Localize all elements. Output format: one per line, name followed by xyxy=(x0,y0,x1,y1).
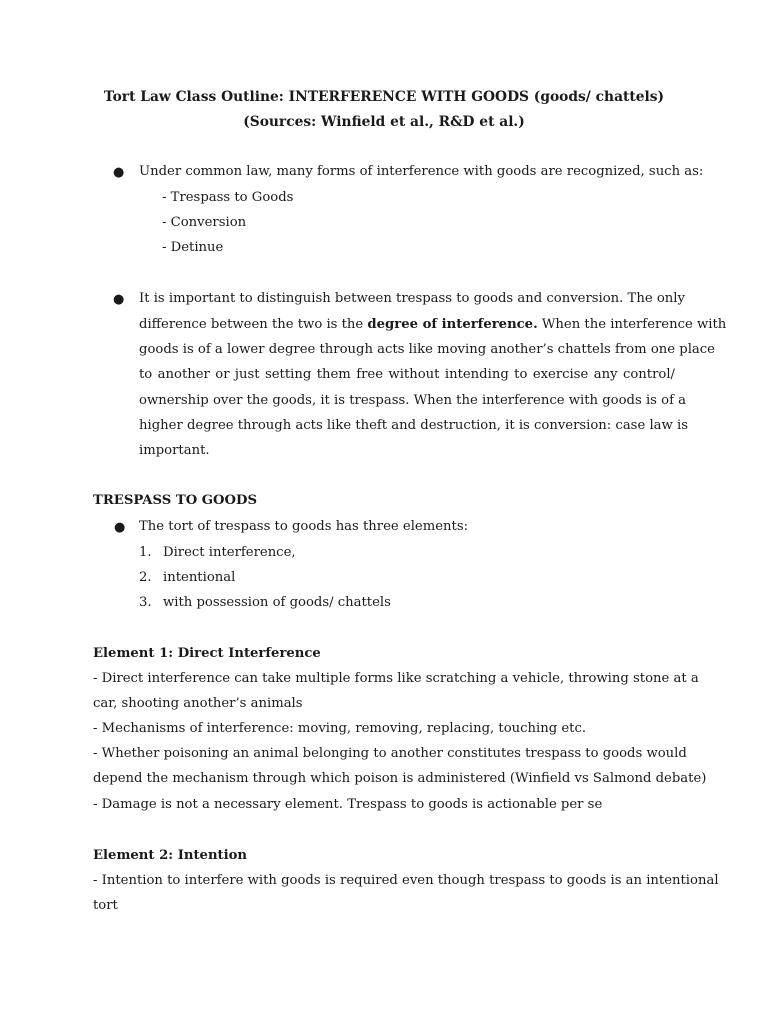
bullet-icon: ● xyxy=(113,165,125,180)
paragraph-line: - Intention to interfere with goods is required even though trespass to goods is an intentional xyxy=(93,873,719,888)
list-item: with possession of goods/ chattels xyxy=(163,595,391,610)
paragraph-line: - Whether poisoning an animal belonging to another constitutes trespass to goods would xyxy=(93,746,687,761)
list-number: 2. xyxy=(139,570,152,585)
bullet-icon: ● xyxy=(113,292,125,307)
list-item: intentional xyxy=(163,570,236,585)
section-heading-element1: Element 1: Direct Interference xyxy=(93,646,321,661)
paragraph-line: - Damage is not a necessary element. Trespass to goods is actionable per se xyxy=(93,797,603,812)
paragraph-line: - Direct interference can take multiple forms like scratching a vehicle, throwing stone at a xyxy=(93,671,699,686)
paragraph-line: to another or just setting them free without intending to exercise any control/ xyxy=(139,367,675,382)
list-item: - Conversion xyxy=(162,215,247,230)
paragraph-line: It is important to distinguish between trespass to goods and conversion. The only xyxy=(139,291,685,306)
bullet-icon: ● xyxy=(114,520,126,535)
paragraph-line: - Mechanisms of interference: moving, removing, replacing, touching etc. xyxy=(93,721,587,736)
paragraph-line: important. xyxy=(139,443,210,458)
trespass-intro: The tort of trespass to goods has three elements: xyxy=(139,519,469,534)
paragraph-line: difference between the two is the degree of interference. When the interference with xyxy=(139,317,727,332)
bullet1-intro: Under common law, many forms of interference with goods are recognized, such as: xyxy=(139,164,704,179)
paragraph-line: ownership over the goods, it is trespass. When the interference with goods is of a xyxy=(139,393,686,408)
section-heading-trespass: TRESPASS TO GOODS xyxy=(93,493,257,508)
document-sources: (Sources: Winfield et al., R&D et al.) xyxy=(243,114,525,130)
paragraph-line: tort xyxy=(93,898,118,913)
paragraph-line: depend the mechanism through which poison is administered (Winfield vs Salmond debate) xyxy=(93,771,707,786)
list-number: 3. xyxy=(139,595,152,610)
list-number: 1. xyxy=(139,545,152,560)
paragraph-line: car, shooting another’s animals xyxy=(93,696,303,711)
paragraph-line: higher degree through acts like theft and destruction, it is conversion: case law is xyxy=(139,418,688,433)
list-item: - Trespass to Goods xyxy=(162,190,294,205)
paragraph-line: goods is of a lower degree through acts like moving another’s chattels from one place xyxy=(139,342,715,357)
emphasis-degree-of-interference: degree of interference. xyxy=(367,317,538,332)
document-title: Tort Law Class Outline: INTERFERENCE WITH GOODS (goods/ chattels) xyxy=(103,89,665,105)
list-item: - Detinue xyxy=(162,240,224,255)
list-item: Direct interference, xyxy=(163,545,296,560)
section-heading-element2: Element 2: Intention xyxy=(93,848,248,863)
